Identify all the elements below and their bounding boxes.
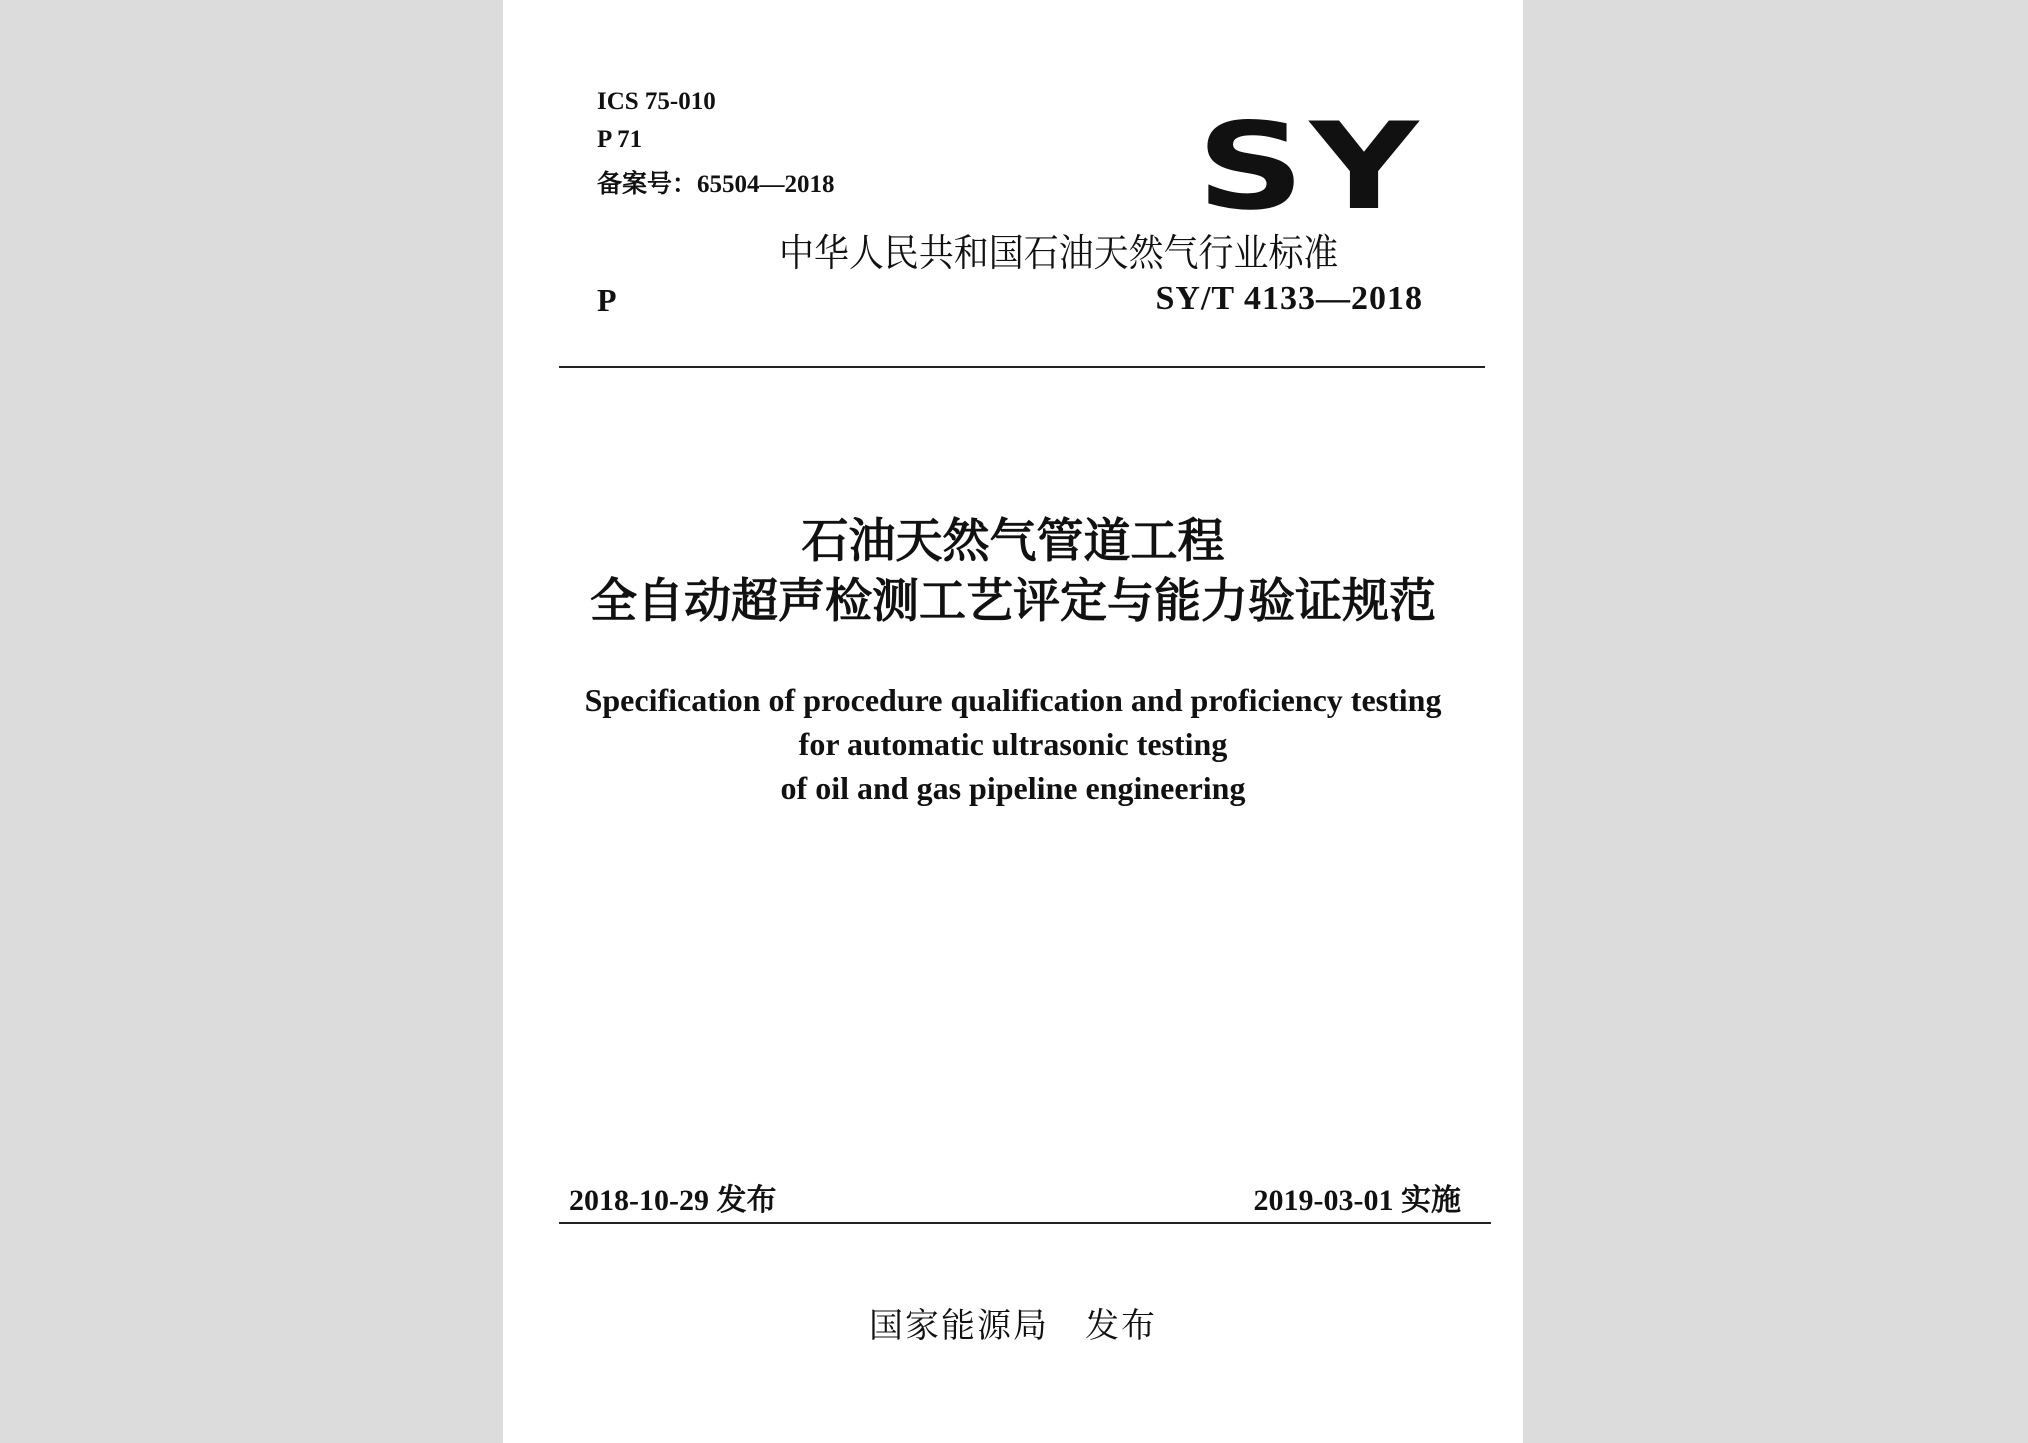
p-code: P 71 [597, 126, 643, 153]
industry-standard-label: 中华人民共和国石油天然气行业标准 [779, 231, 1339, 275]
title-en-line1: Specification of procedure qualification and proficiency testing [584, 682, 1442, 718]
sy-logo: SY [1196, 98, 1423, 237]
issue-date: 2018-10-29 发布 [569, 1184, 777, 1217]
document-page [503, 0, 1523, 1443]
classification-code: P [597, 282, 617, 318]
publisher: 国家能源局 发布 [869, 1306, 1157, 1346]
title-en-line3: of oil and gas pipeline engineering [780, 770, 1246, 806]
record-number: 备案号：65504—2018 [597, 171, 835, 198]
title-en-line2: for automatic ultrasonic testing [798, 726, 1228, 762]
header-divider [559, 366, 1485, 368]
ics-code: ICS 75-010 [597, 88, 716, 115]
footer-divider [559, 1222, 1491, 1224]
title-cn-line2: 全自动超声检测工艺评定与能力验证规范 [590, 574, 1436, 629]
title-cn-line1: 石油天然气管道工程 [801, 514, 1225, 569]
standard-number: SY/T 4133—2018 [1155, 280, 1423, 317]
effective-date: 2019-03-01 实施 [1253, 1184, 1461, 1217]
